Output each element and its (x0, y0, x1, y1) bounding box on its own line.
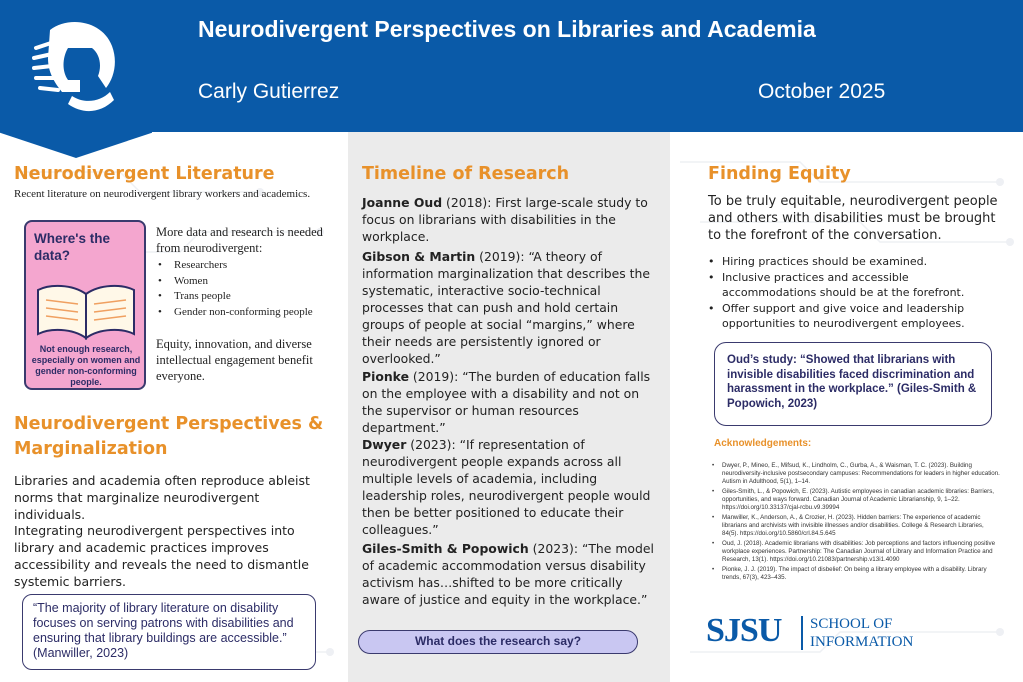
poster-title: Neurodivergent Perspectives on Libraries and Academia (198, 16, 816, 42)
acknowledgements-heading: Acknowledgements: (714, 438, 812, 449)
entry-text: (2019): “The burden of education falls on the employee with a disability and not on the supervisor or human resources department.” (362, 369, 651, 435)
equity-intro: To be truly equitable, neurodivergent people and others with disabilities must be brought to the forefront of the conversation. (708, 194, 998, 243)
timeline-entry (362, 540, 662, 608)
reference-item: • Manwiller, K., Anderson, A., & Crozier, H. (2023). Hidden barriers: The experience of academic librarians and archivists with invisible illnesses and/or disabilities. College & Research Libraries, 84(5). https://doi.org/10.5860/crl.84.5.645 (710, 514, 1000, 538)
entry-text: (2018): First large-scale study to focus on librarians with disabilities in the workplace. (362, 195, 648, 244)
entry-text: (2023): “The model of academic accommodation versus disability activism has…shifted to be more critically aware of justice and equity in the workplace.” (362, 541, 654, 607)
equity-text: Equity, innovation, and diverse intellectual engagement benefit everyone. (156, 337, 313, 383)
entry-author: Joanne Oud (362, 195, 443, 210)
timeline-entry (362, 368, 662, 436)
poster-date: October 2025 (758, 80, 886, 103)
literature-heading: Neurodivergent Literature (14, 164, 275, 184)
manwiller-quote: “The majority of library literature on disability focuses on serving patrons with disabilities and ensuring that library buildings are accessible.” (Manwiller, 2023) (22, 594, 316, 670)
entry-author: Dwyer (362, 437, 407, 452)
column-timeline (348, 132, 670, 682)
entry-author: Giles-Smith & Popowich (362, 541, 529, 556)
card-question: Where's the data? (34, 231, 110, 263)
timeline-entry (362, 436, 662, 538)
spartan-helmet-icon (28, 18, 124, 118)
reference-item: • Pionke, J. J. (2019). The impact of disbelief: On being a library employee with a disability. Library trends, 67(3), 423–435. (710, 566, 1000, 582)
entry-text: (2019): “A theory of information marginalization that describes the systematic, interactive socio-technical processes that can push and hold certain groups of people at social “margins,” where their needs are persistently ignored or overlooked.” (362, 249, 651, 366)
list-item: • Offer support and give voice and leadership opportunities to neurodivergent employees. (708, 301, 1000, 331)
logo-divider (801, 616, 803, 650)
timeline-entry (362, 248, 662, 367)
reference-item: • Dwyer, P., Mineo, E., Mifsud, K., Lindholm, C., Gurba, A., & Waisman, T. C. (2023). Building neurodiversity-inclusive postsecondary campuses: Recommendations for leaders in higher education. Autism in Adulthood, 5(1), 1–14. (710, 462, 1000, 486)
entry-author: Gibson & Martin (362, 249, 476, 264)
open-book-icon (32, 280, 140, 342)
entry-text: (2023): “If representation of neurodivergent people expands across all multiple levels of academia, including leadership roles, neurodivergent people would then be better positioned to educate their colleagues.” (362, 437, 651, 537)
list-item: • Women (158, 274, 313, 290)
school-line-2: INFORMATION (810, 634, 914, 650)
logo-tab (0, 0, 152, 158)
research-button[interactable]: What does the research say? (358, 630, 638, 654)
wheres-the-data-card (24, 220, 146, 390)
list-item: • Hiring practices should be examined. (708, 254, 1000, 269)
author-name: Carly Gutierrez (198, 80, 340, 103)
oud-quote: Oud’s study: “Showed that librarians with invisible disabilities faced discrimination and harassment in the workplace.” (Giles-Smith & Popowich, 2023) (714, 342, 992, 426)
reference-item: • Oud, J. (2018). Academic librarians with disabilities: Job perceptions and factors influencing positive workplace experiences. Partnership: The Canadian Journal of Library and Information Practice and Research, 13(1). https://doi.org/10.21083/partnership.v13i1.4090 (710, 540, 1000, 564)
school-name (810, 615, 913, 651)
equity-heading: Finding Equity (708, 164, 851, 184)
reference-list (710, 462, 1000, 584)
perspectives-heading: Neurodivergent Perspectives & Marginalization (14, 414, 324, 459)
column-equity (670, 132, 1023, 682)
school-line-1: SCHOOL OF (810, 616, 893, 632)
list-item: • Gender non-conforming people (158, 305, 313, 321)
perspectives-paragraph-2: Integrating neurodivergent perspectives into library and academic practices improves accessibility and reveals the need to dismantle systemic barriers. (14, 523, 309, 589)
header-banner (0, 0, 1023, 132)
perspectives-paragraph-1: Libraries and academia often reproduce ableist norms that marginalize neurodivergent individuals. (14, 473, 310, 522)
list-item: • Inclusive practices and accessible accommodations should be at the forefront. (708, 270, 1000, 300)
sjsu-logo (706, 612, 966, 652)
timeline-entry (362, 194, 662, 245)
reference-item: • Giles-Smith, L., & Popowich, E. (2023). Autistic employees in canadian academic libraries: Barriers, opportunities, and ways forward. Canadian Journal of Academic Librarianship, 9, 1–22. https://doi.org/10.33137/cjal-rcbu.v9.39994 (710, 488, 1000, 512)
card-note: Not enough research, especially on women and gender non-conforming people. (31, 344, 141, 387)
more-data-text: More data and research is needed from neurodivergent: (156, 225, 323, 255)
equity-list (708, 254, 1000, 332)
literature-subtitle: Recent literature on neurodivergent library workers and academics. (14, 188, 311, 200)
timeline-heading: Timeline of Research (362, 164, 570, 184)
column-literature (0, 132, 348, 682)
group-list (158, 258, 313, 320)
list-item: • Researchers (158, 258, 313, 274)
list-item: • Trans people (158, 289, 313, 305)
sjsu-wordmark: SJSU (706, 612, 782, 649)
entry-author: Pionke (362, 369, 409, 384)
